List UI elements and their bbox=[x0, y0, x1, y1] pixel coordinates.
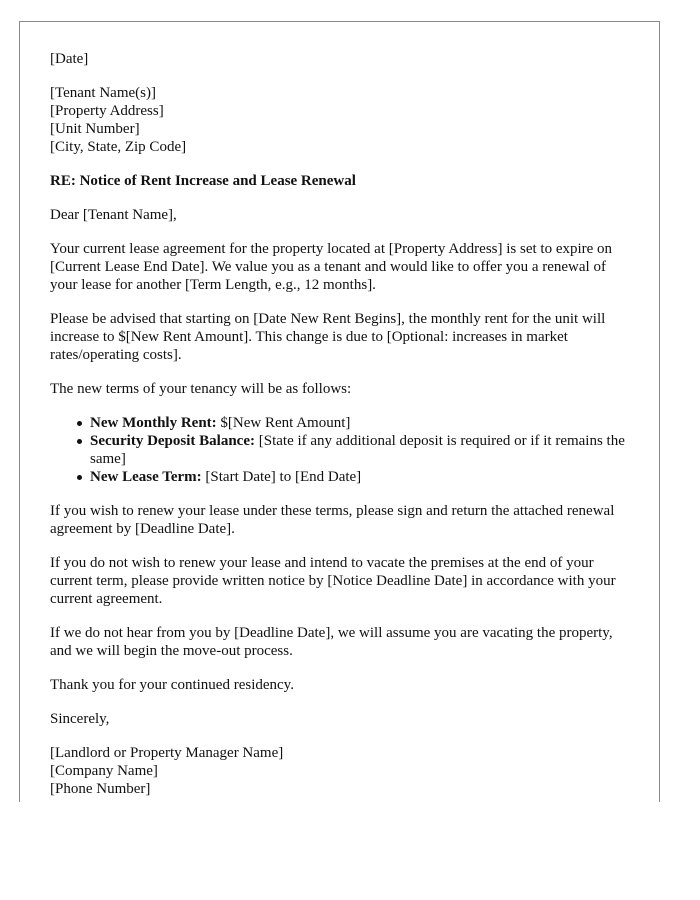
term-item-security-deposit bbox=[90, 432, 635, 468]
closing: Sincerely, bbox=[50, 711, 110, 727]
no-response-paragraph: If we do not hear from you by [Deadline Date], we will assume you are vacating the property, and we will begin the move-out process. bbox=[50, 625, 613, 659]
letter-subject: RE: Notice of Rent Increase and Lease Renewal bbox=[50, 173, 356, 189]
recipient-property-address: [Property Address] bbox=[50, 103, 164, 119]
rent-notice-paragraph: Please be advised that starting on [Date New Rent Begins], the monthly rent for the unit will increase to $[New Rent Amount]. This change is due to [Optional: increases in market rates/operating costs]. bbox=[50, 311, 606, 363]
recipient-address bbox=[50, 84, 635, 156]
signature-block bbox=[50, 744, 635, 798]
renew-paragraph: If you wish to renew your lease under these terms, please sign and return the attached renewal agreement by [Deadline Date]. bbox=[50, 503, 615, 537]
term-label: Security Deposit Balance: bbox=[90, 433, 255, 449]
signer-name: [Landlord or Property Manager Name] bbox=[50, 745, 284, 761]
not-renew-paragraph: If you do not wish to renew your lease and intend to vacate the premises at the end of your current term, please provide written notice by [Notice Deadline Date] in accordance with your current agreement. bbox=[50, 555, 616, 607]
letter-body bbox=[50, 50, 635, 798]
letter-date: [Date] bbox=[50, 51, 89, 67]
term-item-monthly-rent bbox=[90, 414, 635, 432]
signer-phone: [Phone Number] bbox=[50, 781, 151, 797]
salutation: Dear [Tenant Name], bbox=[50, 207, 177, 223]
term-label: New Monthly Rent: bbox=[90, 415, 217, 431]
signer-company: [Company Name] bbox=[50, 763, 158, 779]
terms-intro-paragraph: The new terms of your tenancy will be as follows: bbox=[50, 381, 352, 397]
term-item-lease-term bbox=[90, 468, 635, 486]
letter-page bbox=[19, 21, 660, 802]
term-value: [Start Date] to [End Date] bbox=[201, 469, 362, 485]
intro-paragraph: Your current lease agreement for the property located at [Property Address] is set to expire on [Current Lease End Date]. We value you as a tenant and would like to offer you a renewal of your lease for another [Term Length, e.g., 12 months]. bbox=[50, 241, 613, 293]
recipient-name: [Tenant Name(s)] bbox=[50, 85, 156, 101]
terms-list bbox=[50, 414, 635, 486]
thanks-paragraph: Thank you for your continued residency. bbox=[50, 677, 294, 693]
term-value: $[New Rent Amount] bbox=[216, 415, 351, 431]
term-value: [State if any additional deposit is required or if it remains the same] bbox=[90, 433, 625, 467]
term-label: New Lease Term: bbox=[90, 469, 202, 485]
recipient-unit-number: [Unit Number] bbox=[50, 121, 140, 137]
recipient-city-state-zip: [City, State, Zip Code] bbox=[50, 139, 187, 155]
